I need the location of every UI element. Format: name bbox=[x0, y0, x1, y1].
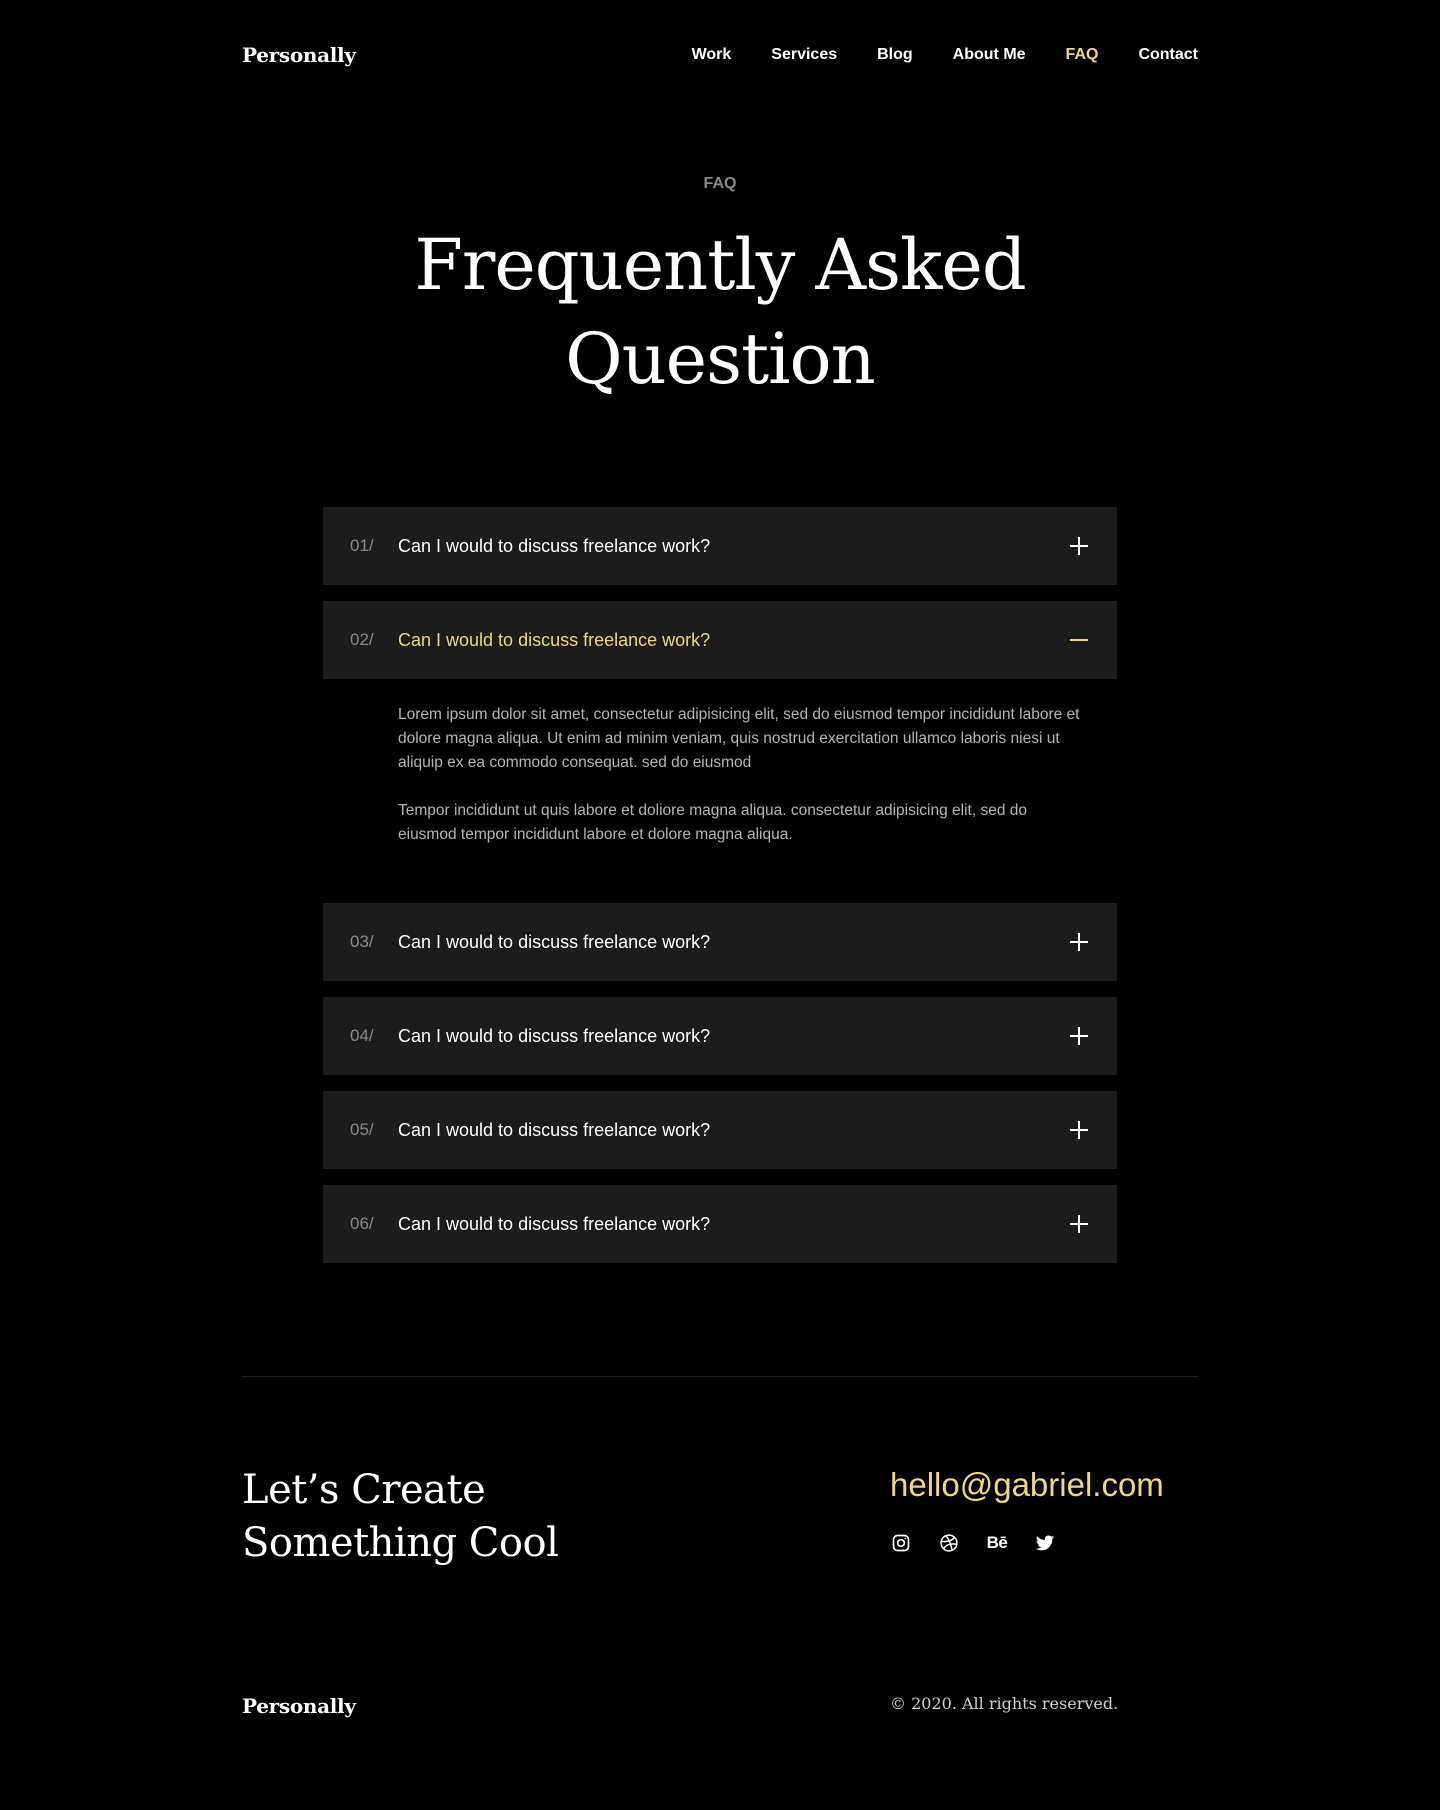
faq-question-button[interactable] bbox=[323, 903, 1117, 981]
cta-title-line-1: Let’s Create bbox=[242, 1467, 486, 1513]
social-links bbox=[890, 1532, 1082, 1554]
plus-icon[interactable] bbox=[1069, 932, 1089, 952]
plus-icon[interactable] bbox=[1069, 1214, 1089, 1234]
plus-icon[interactable] bbox=[1069, 1026, 1089, 1046]
faq-question-button[interactable] bbox=[323, 1091, 1117, 1169]
faq-item bbox=[323, 997, 1117, 1075]
main-nav bbox=[652, 46, 1198, 64]
twitter-icon[interactable] bbox=[1034, 1532, 1056, 1554]
page-title-line-2: Question bbox=[565, 318, 875, 400]
cta-title-line-2: Something Cool bbox=[242, 1520, 559, 1566]
faq-question-button[interactable] bbox=[323, 1185, 1117, 1263]
faq-answer-paragraph: Tempor incididunt ut quis labore et doliore magna aliqua. consectetur adipisicing elit, sed do eiusmod tempor incididunt labore et dolore magna aliqua. bbox=[398, 802, 1027, 843]
faq-item-open bbox=[323, 601, 1117, 887]
nav-link-services[interactable]: Services bbox=[771, 46, 838, 63]
plus-icon[interactable] bbox=[1069, 1120, 1089, 1140]
footer-logo[interactable]: Personally bbox=[242, 1694, 356, 1718]
minus-icon[interactable] bbox=[1069, 630, 1089, 650]
faq-question-button[interactable] bbox=[323, 997, 1117, 1075]
faq-question: Can I would to discuss freelance work? bbox=[398, 1213, 711, 1234]
behance-icon[interactable]: Bē bbox=[986, 1533, 1008, 1552]
page-title-line-1: Frequently Asked bbox=[414, 224, 1026, 306]
faq-question-button[interactable] bbox=[323, 507, 1117, 585]
faq-number: 06/ bbox=[350, 1214, 374, 1233]
faq-number: 04/ bbox=[350, 1026, 374, 1045]
site-header bbox=[242, 30, 1198, 80]
email-link[interactable]: hello@gabriel.com bbox=[890, 1466, 1164, 1503]
faq-question: Can I would to discuss freelance work? bbox=[398, 1025, 711, 1046]
faq-number: 01/ bbox=[350, 536, 374, 555]
instagram-icon[interactable] bbox=[890, 1532, 912, 1554]
faq-question: Can I would to discuss freelance work? bbox=[398, 931, 711, 952]
copyright-text: © 2020. All rights reserved. bbox=[890, 1694, 1119, 1713]
faq-question: Can I would to discuss freelance work? bbox=[398, 1119, 711, 1140]
faq-item bbox=[323, 1091, 1117, 1169]
faq-answer-paragraph: Lorem ipsum dolor sit amet, consectetur adipisicing elit, sed do eiusmod tempor incididunt labore et dolore magna aliqua. Ut enim ad minim veniam, quis nostrud exercitation ullamco laboris niesi ut aliquip ex ea commodo consequat. sed do eiusmod bbox=[398, 706, 1080, 771]
nav-link-faq[interactable]: FAQ bbox=[1065, 46, 1099, 63]
faq-number: 03/ bbox=[350, 932, 374, 951]
faq-item bbox=[323, 903, 1117, 981]
faq-number: 05/ bbox=[350, 1120, 374, 1139]
nav-link-blog[interactable]: Blog bbox=[877, 46, 913, 63]
nav-link-work[interactable]: Work bbox=[691, 46, 732, 63]
faq-item bbox=[323, 507, 1117, 585]
nav-link-contact[interactable]: Contact bbox=[1138, 46, 1198, 63]
faq-question: Can I would to discuss freelance work? bbox=[398, 629, 711, 650]
faq-item bbox=[323, 1185, 1117, 1263]
footer-divider bbox=[242, 1376, 1198, 1377]
site-logo[interactable]: Personally bbox=[242, 43, 356, 67]
faq-question-button[interactable] bbox=[323, 601, 1117, 679]
faq-number: 02/ bbox=[350, 630, 374, 649]
faq-list bbox=[323, 507, 1117, 1279]
section-eyebrow: FAQ bbox=[703, 175, 737, 192]
faq-question: Can I would to discuss freelance work? bbox=[398, 535, 711, 556]
page-title bbox=[0, 218, 1440, 406]
nav-link-about-me[interactable]: About Me bbox=[952, 46, 1026, 63]
faq-answer bbox=[323, 679, 1117, 887]
cta-title bbox=[242, 1464, 558, 1570]
plus-icon[interactable] bbox=[1069, 536, 1089, 556]
dribbble-icon[interactable] bbox=[938, 1532, 960, 1554]
